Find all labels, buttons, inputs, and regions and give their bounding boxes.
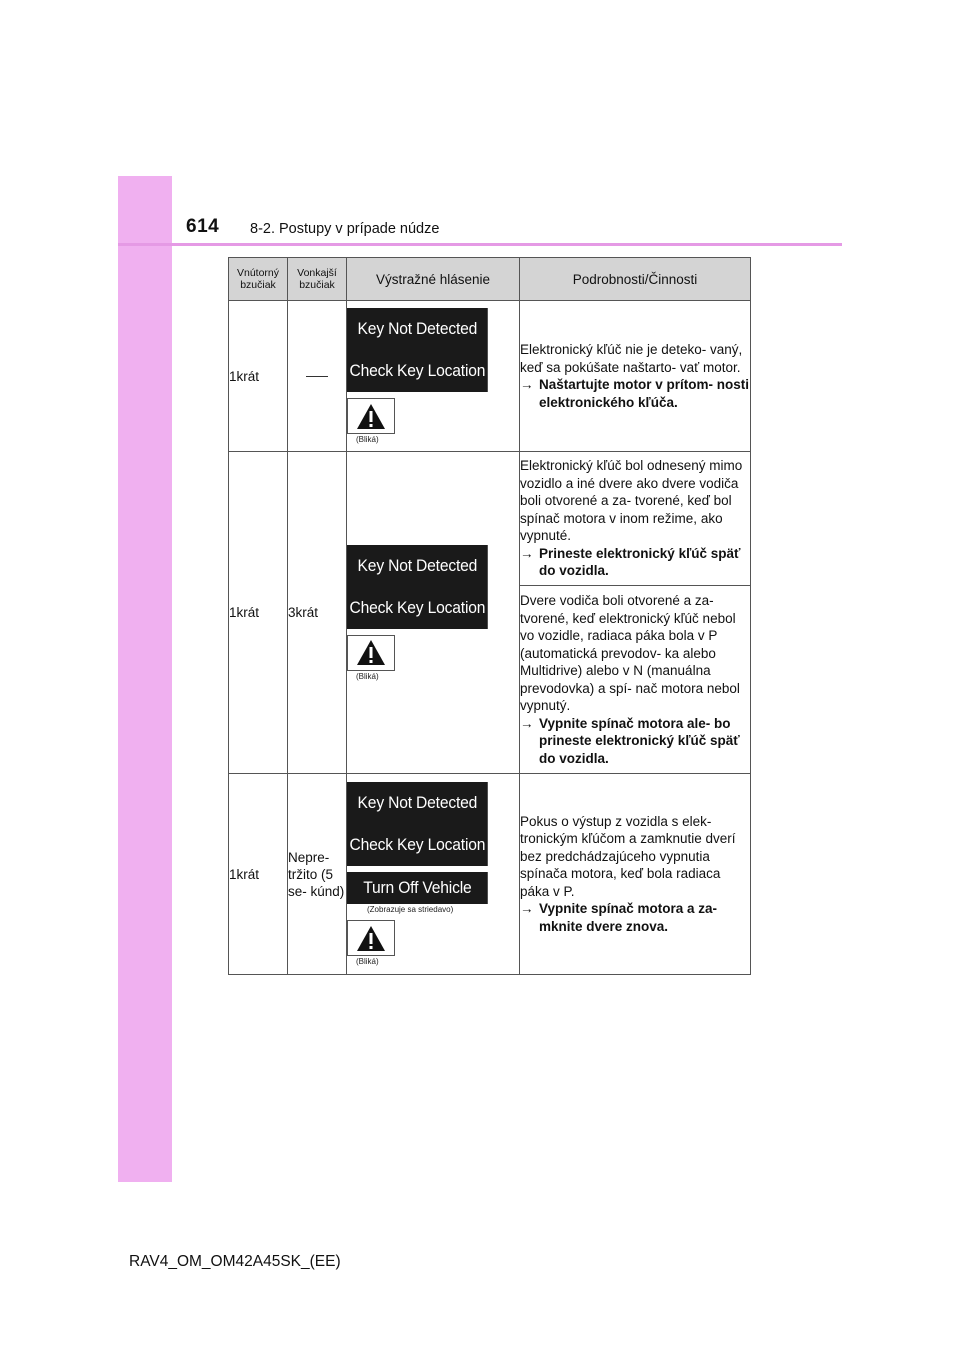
action-line [520, 545, 750, 580]
action-text: Vypnite spínač motora a za- mknite dvere znova. [539, 901, 718, 934]
external-buzzer-cell: 3krát [288, 452, 347, 774]
arrow-icon: → [520, 545, 534, 561]
column-header-internal-buzzer: Vnútorný bzučiak [229, 258, 288, 301]
action-line [520, 376, 750, 411]
action-line [520, 715, 750, 768]
internal-buzzer-cell: 1krát [229, 452, 288, 774]
internal-buzzer-cell: 1krát [229, 774, 288, 975]
detail-cell [520, 586, 751, 774]
action-text: Prineste elektronický kľúč späť do vozidla. [539, 545, 741, 579]
icon-caption: (Bliká) [356, 957, 379, 966]
display-screen-turn-off [347, 872, 488, 904]
external-buzzer-cell: Nepre- tržito (5 se- kúnd) [288, 774, 347, 975]
external-buzzer-cell [288, 301, 347, 452]
screen-line-check-key-location: Check Key Location [349, 835, 486, 854]
detail-cell [520, 774, 751, 975]
detail-text: Pokus o výstup z vozidla s elek- tronickým kľúčom a zamknutie dverí bez predchádzajúceho vypnutia spínača motora, keď bola radiaca páka v P. [520, 813, 736, 899]
screen-line-check-key-location: Check Key Location [349, 597, 486, 617]
detail-text: Elektronický kľúč nie je deteko- vaný, keď sa pokúšate naštarto- vať motor. [520, 342, 743, 375]
table-row [229, 301, 751, 452]
column-header-message: Výstražné hlásenie [347, 258, 520, 301]
display-screen [347, 782, 488, 866]
action-text: Naštartujte motor v prítom- nosti elektronického kľúča. [539, 377, 750, 410]
icon-caption: (Bliká) [356, 671, 379, 681]
screen-line-check-key-location: Check Key Location [349, 361, 486, 380]
screen-line-key-not-detected: Key Not Detected [357, 555, 478, 575]
table-row [229, 774, 751, 975]
arrow-icon: → [520, 377, 534, 392]
message-cell [347, 774, 520, 975]
action-text: Vypnite spínač motora ale- bo prineste elektronický kľúč späť do vozidla. [539, 715, 740, 766]
column-header-details: Podrobnosti/Činnosti [520, 258, 751, 301]
warning-triangle-icon [347, 635, 395, 671]
side-color-strip [118, 176, 172, 1182]
table-row [229, 452, 751, 586]
icon-caption: (Bliká) [356, 435, 379, 444]
document-id: RAV4_OM_OM42A45SK_(EE) [129, 1253, 341, 1270]
screen-line-key-not-detected: Key Not Detected [357, 319, 478, 338]
internal-buzzer-cell: 1krát [229, 301, 288, 452]
arrow-icon: → [520, 901, 534, 917]
message-cell [347, 452, 520, 774]
screen-line-turn-off-vehicle: Turn Off Vehicle [363, 878, 472, 897]
header-rule [118, 243, 842, 246]
screen-line-key-not-detected: Key Not Detected [357, 793, 478, 812]
detail-text: Dvere vodiča boli otvorené a za- tvorené, keď elektronický kľúč nebol vo vozidle, radiaca páka bola v P (automatická prevodov- ka alebo Multidrive) alebo v N (manuálna prevodovka) a spí- nač motora nebol vypnutý. [520, 593, 740, 713]
screen-caption: (Zobrazuje sa striedavo) [367, 905, 454, 914]
warning-table [228, 257, 751, 975]
detail-text: Elektronický kľúč bol odnesený mimo vozidlo a iné dvere ako dvere vodiča boli otvorené a za- tvorené, keď bol spínač motora v inom režime, ako vypnuté. [520, 458, 743, 544]
arrow-icon: → [520, 715, 534, 731]
message-cell [347, 301, 520, 452]
table-header-row [229, 258, 751, 301]
detail-cell [520, 301, 751, 452]
section-title: 8-2. Postupy v prípade núdze [250, 221, 440, 237]
page-number: 614 [186, 216, 220, 237]
warning-triangle-icon [347, 398, 395, 434]
column-header-external-buzzer: Vonkajší bzučiak [288, 258, 347, 301]
none-dash [306, 376, 328, 377]
display-screen [347, 545, 488, 629]
warning-triangle-icon [347, 920, 395, 956]
display-screen [347, 308, 488, 392]
detail-cell [520, 452, 751, 586]
action-line [520, 900, 750, 935]
